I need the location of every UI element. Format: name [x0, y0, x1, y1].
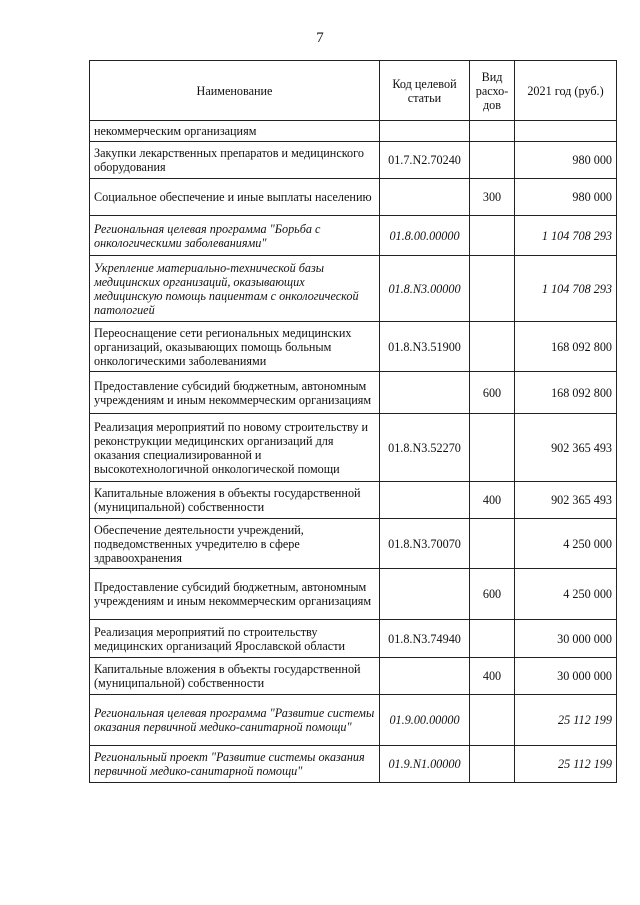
row-code: 01.8.00.00000: [380, 216, 470, 256]
row-kind: 600: [470, 569, 515, 620]
row-amount: 1 104 708 293: [515, 256, 617, 322]
row-amount: 980 000: [515, 142, 617, 179]
row-amount: 4 250 000: [515, 569, 617, 620]
row-code: 01.8.N3.52270: [380, 414, 470, 482]
row-kind: [470, 519, 515, 569]
row-amount: [515, 121, 617, 142]
table-row: [90, 372, 617, 414]
header-amount: 2021 год (руб.): [515, 61, 617, 121]
row-name: Переоснащение сети региональных медицинских организаций, оказывающих помощь больным онкологическими заболеваниями: [90, 322, 380, 372]
budget-table: [89, 60, 617, 783]
row-amount: 4 250 000: [515, 519, 617, 569]
row-kind: 400: [470, 658, 515, 695]
row-amount: 30 000 000: [515, 620, 617, 658]
row-kind: [470, 216, 515, 256]
row-code: 01.8.N3.51900: [380, 322, 470, 372]
row-code: 01.9.N1.00000: [380, 746, 470, 783]
row-code: 01.8.N3.70070: [380, 519, 470, 569]
row-code: 01.7.N2.70240: [380, 142, 470, 179]
table-row: [90, 569, 617, 620]
row-name: Региональный проект "Развитие системы оказания первичной медико-санитарной помощи": [90, 746, 380, 783]
row-kind: 300: [470, 179, 515, 216]
row-kind: [470, 414, 515, 482]
row-kind: [470, 620, 515, 658]
row-name: Укрепление материально-технической базы медицинских организаций, оказывающих медицинскую помощь пациентам с онкологической патологией: [90, 256, 380, 322]
row-code: 01.8.N3.00000: [380, 256, 470, 322]
row-code: 01.9.00.00000: [380, 695, 470, 746]
row-name: Реализация мероприятий по новому строительству и реконструкции медицинских организаций для оказания специализированной и высокотехнологичной онкологической помощи: [90, 414, 380, 482]
header-kind: Вид расхо-дов: [470, 61, 515, 121]
header-name: Наименование: [90, 61, 380, 121]
row-code: [380, 658, 470, 695]
row-kind: [470, 256, 515, 322]
table-row: [90, 142, 617, 179]
row-kind: 400: [470, 482, 515, 519]
table-body: [90, 121, 617, 783]
table-row: [90, 121, 617, 142]
row-amount: 1 104 708 293: [515, 216, 617, 256]
row-amount: 25 112 199: [515, 746, 617, 783]
table-row: [90, 216, 617, 256]
table-row: [90, 746, 617, 783]
row-name: Предоставление субсидий бюджетным, автономным учреждениям и иным некоммерческим организациям: [90, 372, 380, 414]
row-code: [380, 121, 470, 142]
row-kind: [470, 746, 515, 783]
row-code: [380, 372, 470, 414]
row-name: Региональная целевая программа "Борьба с онкологическими заболеваниями": [90, 216, 380, 256]
row-code: [380, 179, 470, 216]
row-name: некоммерческим организациям: [90, 121, 380, 142]
table-row: [90, 620, 617, 658]
table-row: [90, 482, 617, 519]
row-amount: 168 092 800: [515, 322, 617, 372]
row-amount: 980 000: [515, 179, 617, 216]
row-code: [380, 569, 470, 620]
row-kind: [470, 322, 515, 372]
table-row: [90, 256, 617, 322]
table-header-row: [90, 61, 617, 121]
page-number: 7: [316, 30, 324, 46]
row-kind: [470, 142, 515, 179]
table-row: [90, 519, 617, 569]
row-name: Социальное обеспечение и иные выплаты населению: [90, 179, 380, 216]
row-code: 01.8.N3.74940: [380, 620, 470, 658]
row-name: Предоставление субсидий бюджетным, автономным учреждениям и иным некоммерческим организациям: [90, 569, 380, 620]
table-row: [90, 179, 617, 216]
table-row: [90, 658, 617, 695]
table-row: [90, 322, 617, 372]
row-code: [380, 482, 470, 519]
row-name: Региональная целевая программа "Развитие системы оказания первичной медико-санитарной помощи": [90, 695, 380, 746]
row-amount: 25 112 199: [515, 695, 617, 746]
row-kind: 600: [470, 372, 515, 414]
row-name: Реализация мероприятий по строительству медицинских организаций Ярославской области: [90, 620, 380, 658]
row-amount: 902 365 493: [515, 482, 617, 519]
row-name: Закупки лекарственных препаратов и медицинского оборудования: [90, 142, 380, 179]
row-amount: 168 092 800: [515, 372, 617, 414]
row-name: Капитальные вложения в объекты государственной (муниципальной) собственности: [90, 482, 380, 519]
row-amount: 30 000 000: [515, 658, 617, 695]
row-name: Капитальные вложения в объекты государственной (муниципальной) собственности: [90, 658, 380, 695]
table-row: [90, 414, 617, 482]
row-kind: [470, 695, 515, 746]
header-code: Код целевой статьи: [380, 61, 470, 121]
row-amount: 902 365 493: [515, 414, 617, 482]
row-kind: [470, 121, 515, 142]
row-name: Обеспечение деятельности учреждений, подведомственных учредителю в сфере здравоохранения: [90, 519, 380, 569]
table-row: [90, 695, 617, 746]
